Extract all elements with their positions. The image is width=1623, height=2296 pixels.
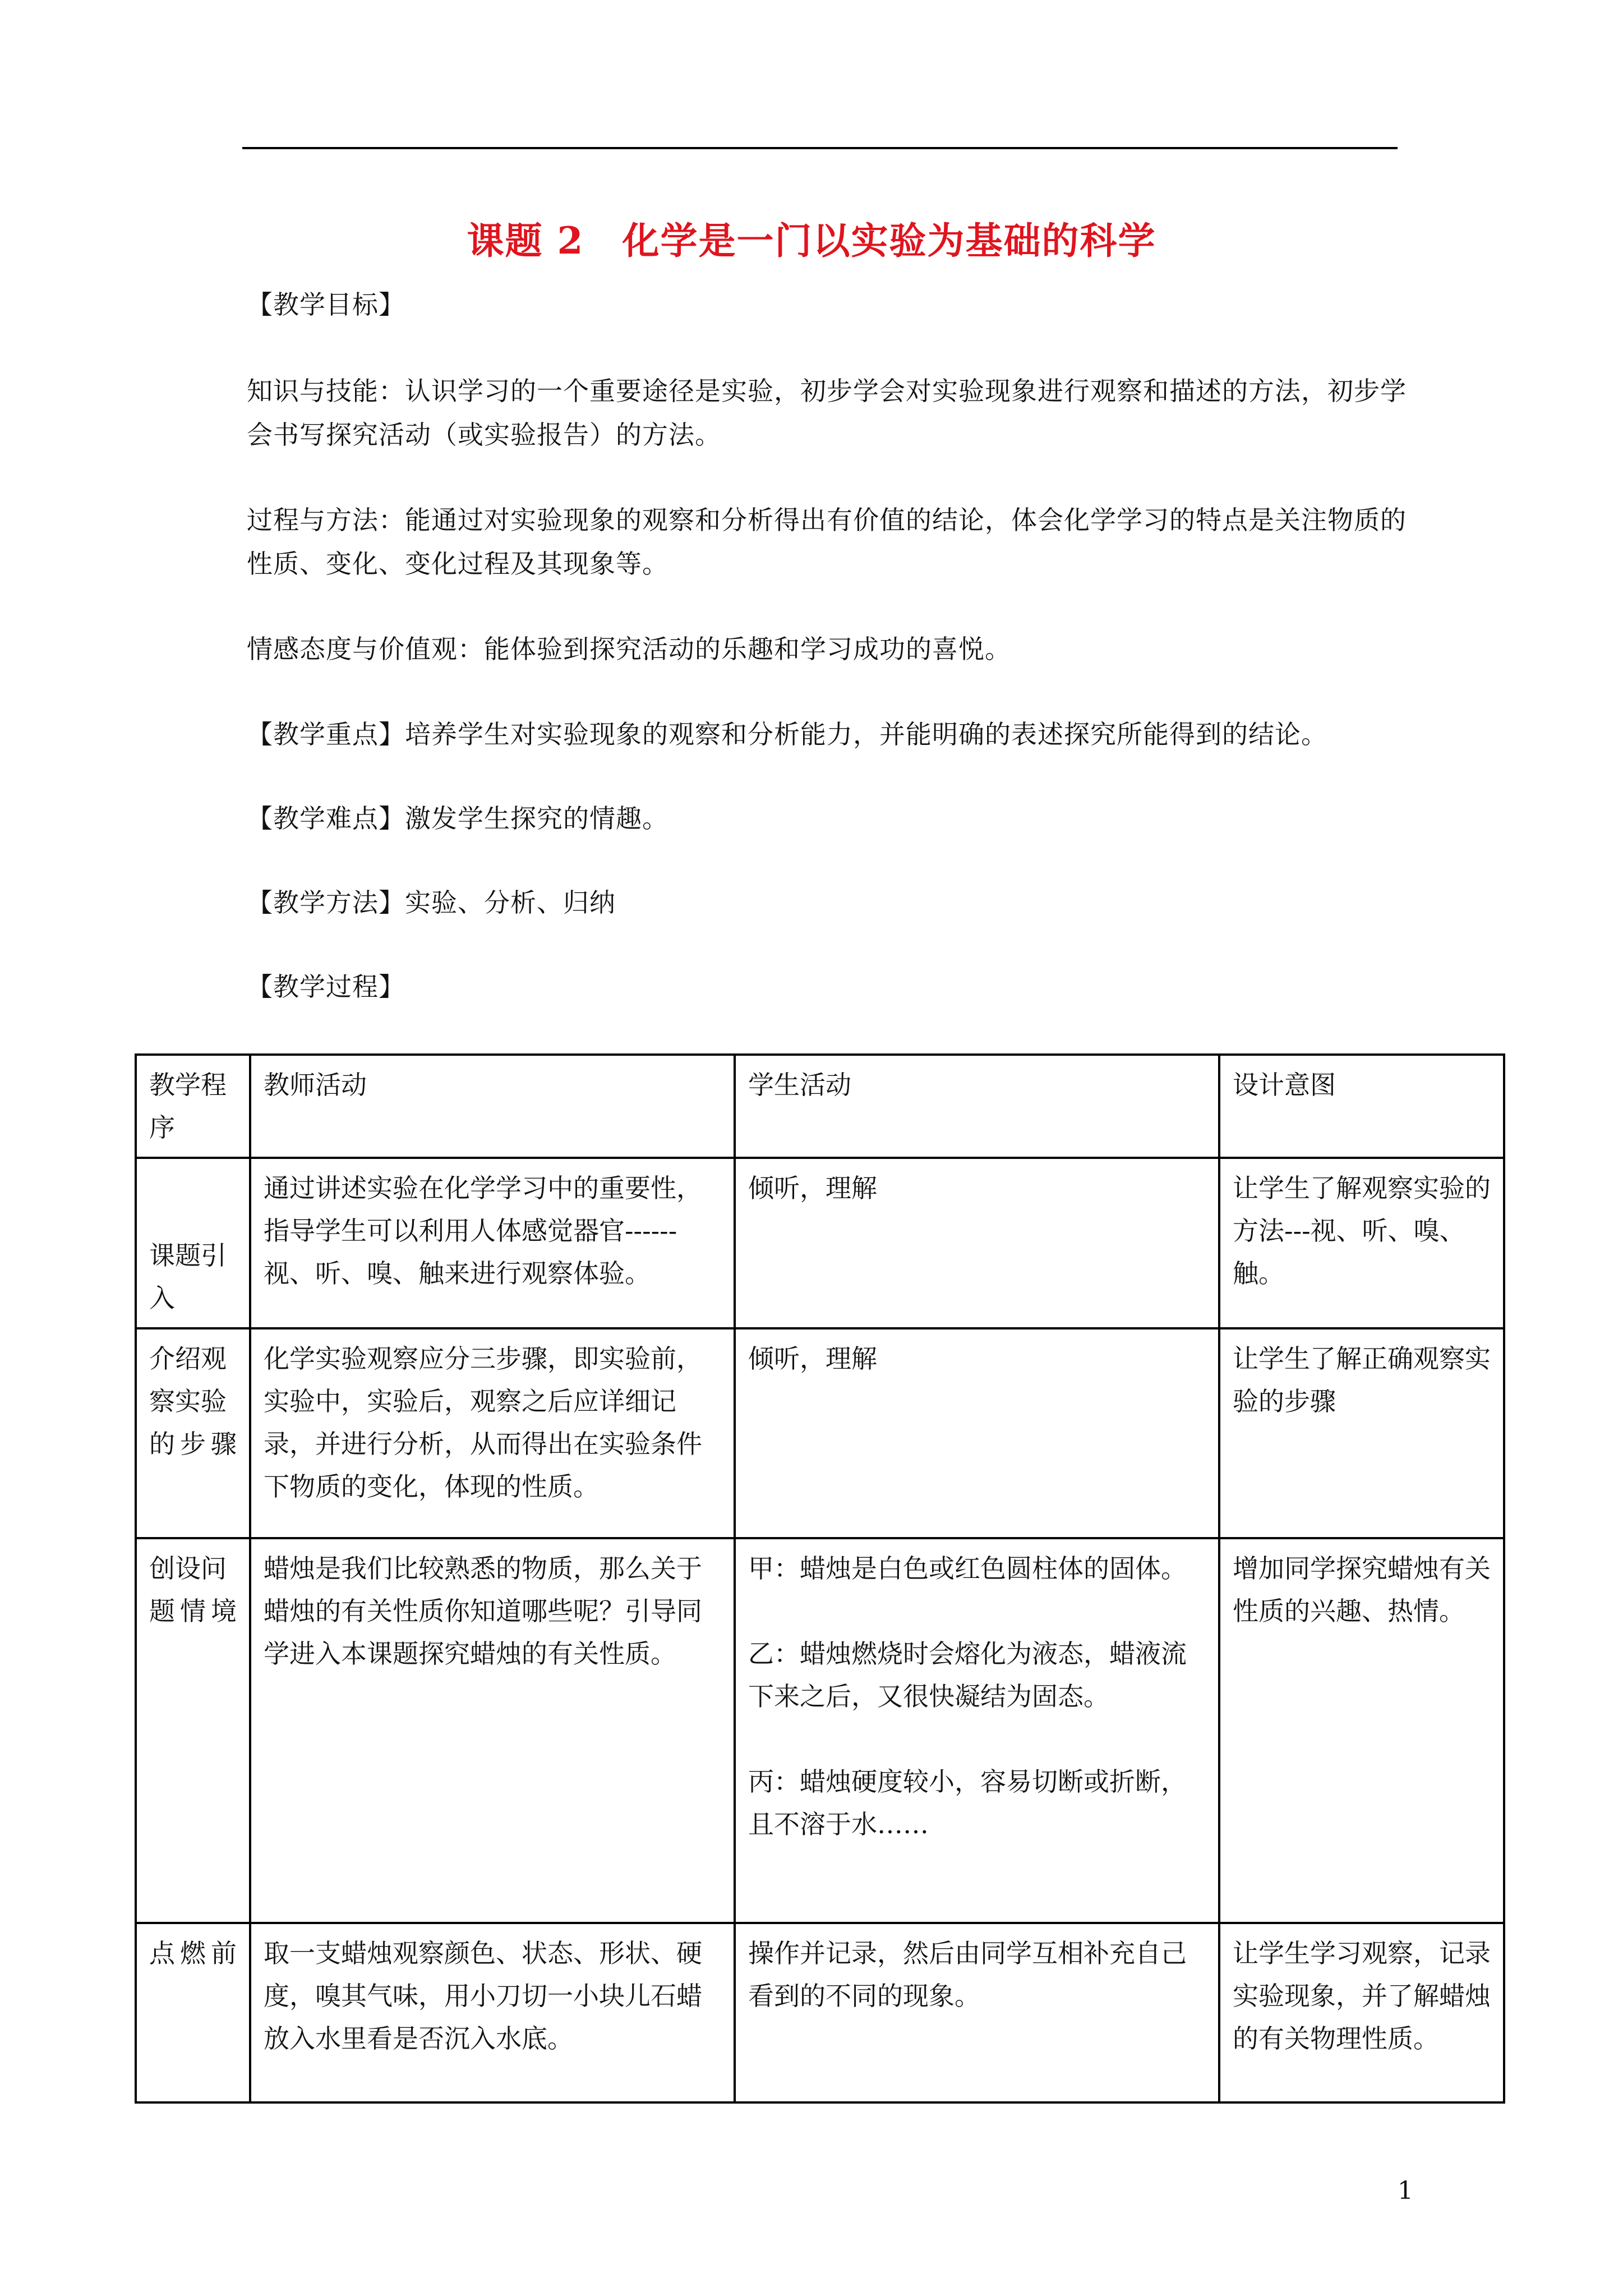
objective-knowledge: 知识与技能：认识学习的一个重要途径是实验，初步学会对实验现象进行观察和描述的方法，初步学会书写探究活动（或实验报告）的方法。 [247,376,1407,450]
student-line: 倾听，理解 [748,1173,877,1203]
table-row [136,1923,1504,2102]
student-line: 乙：蜡烛燃烧时会熔化为液态，蜡液流下来之后，又很快凝结为固态。 [748,1639,1187,1711]
header-rule [242,147,1398,149]
student-line: 倾听，理解 [748,1343,877,1374]
table-row [136,1158,1504,1328]
row-student [735,1923,1219,2102]
header-teacher: 教师活动 [250,1055,735,1158]
row-intent: 让学生了解正确观察实验的步骤 [1219,1328,1504,1538]
row-stage: 创设问题情境 [136,1538,250,1923]
key-point: 【教学重点】培养学生对实验现象的观察和分析能力，并能明确的表述探究所能得到的结论。 [247,719,1327,749]
page-title: 课题 2 化学是一门以实验为基础的科学 [467,219,1156,263]
header-intent: 设计意图 [1219,1055,1504,1158]
row-stage: 课题引入 [136,1158,250,1328]
header-student: 学生活动 [735,1055,1219,1158]
row-teacher: 蜡烛是我们比较熟悉的物质，那么关于蜡烛的有关性质你知道哪些呢？引导同学进入本课题探究蜡烛的有关性质。 [250,1538,735,1923]
row-stage: 点燃前 [136,1923,250,2102]
student-line: 丙：蜡烛硬度较小，容易切断或折断，且不溶于水…… [748,1766,1187,1839]
row-intent: 让学生学习观察，记录实验现象，并了解蜡烛的有关物理性质。 [1219,1923,1504,2102]
table-header-row [136,1055,1504,1158]
table-row [136,1538,1504,1923]
table-row [136,1328,1504,1538]
process-heading: 【教学过程】 [247,972,405,1002]
row-student [735,1538,1219,1923]
difficulty: 【教学难点】激发学生探究的情趣。 [247,803,668,834]
row-student [735,1158,1219,1328]
teaching-process-table [135,1053,1505,2104]
row-intent: 让学生了解观察实验的方法---视、听、嗅、触。 [1219,1158,1504,1328]
objective-emotion: 情感态度与价值观：能体验到探究活动的乐趣和学习成功的喜悦。 [247,634,1011,664]
row-teacher: 取一支蜡烛观察颜色、状态、形状、硬度，嗅其气味，用小刀切一小块儿石蜡放入水里看是否沉入水底。 [250,1923,735,2102]
teaching-method: 【教学方法】实验、分析、归纳 [247,887,616,918]
row-student [735,1328,1219,1538]
student-line: 操作并记录，然后由同学互相补充自己看到的不同的现象。 [748,1938,1187,2011]
row-intent: 增加同学探究蜡烛有关性质的兴趣、热情。 [1219,1538,1504,1923]
objectives-heading: 【教学目标】 [247,289,405,320]
student-line: 甲：蜡烛是白色或红色圆柱体的固体。 [748,1553,1187,1584]
header-stage: 教学程序 [136,1055,250,1158]
row-teacher: 通过讲述实验在化学学习中的重要性，指导学生可以利用人体感觉器官------视、听、嗅、触来进行观察体验。 [250,1158,735,1328]
row-stage: 介绍观察实验的步骤 [136,1328,250,1538]
page-number: 1 [1398,2177,1413,2205]
row-teacher: 化学实验观察应分三步骤，即实验前，实验中，实验后，观察之后应详细记录，并进行分析，从而得出在实验条件下物质的变化，体现的性质。 [250,1328,735,1538]
objective-process: 过程与方法：能通过对实验现象的观察和分析得出有价值的结论，体会化学学习的特点是关注物质的性质、变化、变化过程及其现象等。 [247,505,1407,579]
